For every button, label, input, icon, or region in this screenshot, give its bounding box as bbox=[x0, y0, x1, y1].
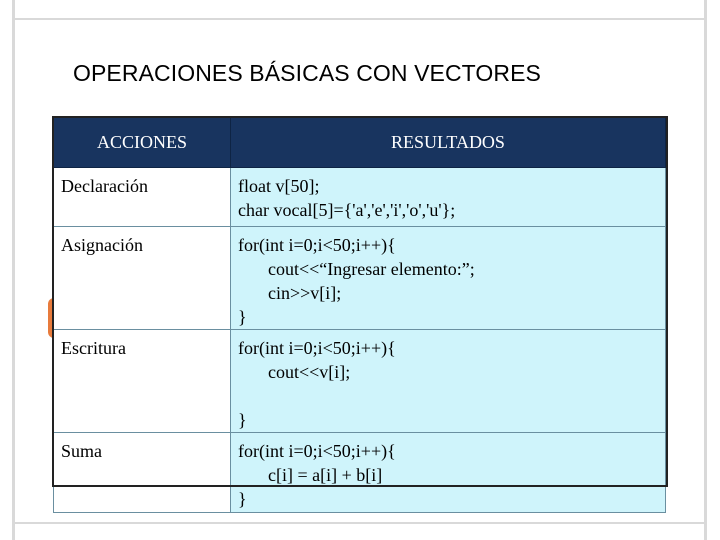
code-line: for(int i=0;i<50;i++){ bbox=[238, 235, 396, 255]
result-cell bbox=[231, 168, 666, 227]
action-cell: Escritura bbox=[54, 330, 231, 433]
code-line: cout<<v[i]; bbox=[268, 362, 351, 382]
table-row bbox=[54, 227, 666, 330]
table-row bbox=[54, 433, 666, 513]
code-line: } bbox=[238, 410, 247, 430]
slide-title: OPERACIONES BÁSICAS CON VECTORES bbox=[73, 60, 541, 86]
code-line: for(int i=0;i<50;i++){ bbox=[238, 338, 396, 358]
table-row bbox=[54, 168, 666, 227]
slide-frame-top bbox=[12, 18, 707, 20]
code-line: char vocal[5]={'a','e','i','o','u'}; bbox=[238, 200, 456, 220]
blank-line bbox=[238, 384, 661, 408]
result-cell bbox=[231, 227, 666, 330]
slide-frame-right bbox=[704, 0, 707, 540]
action-cell: Suma bbox=[54, 433, 231, 513]
code-line: } bbox=[238, 307, 247, 327]
operations-table bbox=[53, 117, 666, 513]
slide-frame-left bbox=[12, 0, 15, 540]
table-header-row bbox=[54, 118, 666, 168]
result-cell bbox=[231, 330, 666, 433]
code-line: } bbox=[238, 489, 247, 509]
header-acciones: ACCIONES bbox=[54, 118, 231, 168]
code-line: c[i] = a[i] + b[i] bbox=[268, 465, 383, 485]
table-row bbox=[54, 330, 666, 433]
code-line: cin>>v[i]; bbox=[268, 283, 342, 303]
slide-frame-bottom bbox=[12, 522, 707, 524]
code-line: for(int i=0;i<50;i++){ bbox=[238, 441, 396, 461]
result-cell bbox=[231, 433, 666, 513]
code-line: cout<<“Ingresar elemento:”; bbox=[268, 259, 475, 279]
action-cell: Asignación bbox=[54, 227, 231, 330]
code-line: float v[50]; bbox=[238, 176, 320, 196]
action-cell: Declaración bbox=[54, 168, 231, 227]
header-resultados: RESULTADOS bbox=[231, 118, 666, 168]
